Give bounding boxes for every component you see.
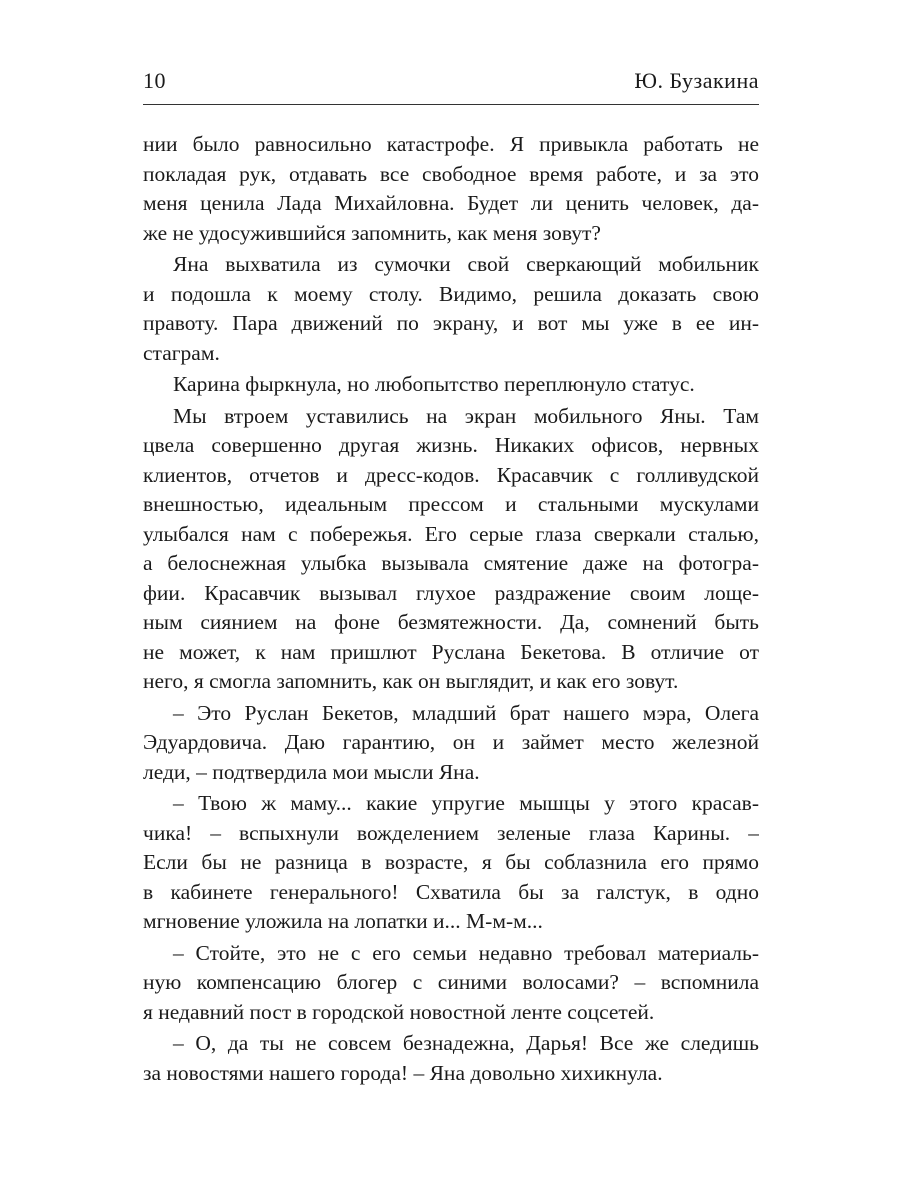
text-line: фии. Красавчик вызывал глухое раздражение своим лоще- xyxy=(143,580,759,605)
running-header xyxy=(143,64,759,102)
text-line: цвела совершенно другая жизнь. Никаких офисов, нервных xyxy=(143,433,759,457)
text-line: ную компенсацию блогер с синими волосами? – вспомнила xyxy=(143,970,759,994)
text-line: не может, к нам пришлют Руслана Бекетова. В отличие от xyxy=(143,639,759,664)
text-line: клиентов, отчетов и дресс-кодов. Красавчик с голливудской xyxy=(143,462,759,487)
text-line: я недавний пост в городской новостной ленте соцсетей. xyxy=(143,999,655,1024)
text-line: меня ценила Лада Михайловна. Будет ли ценить человек, да- xyxy=(143,191,759,215)
text-line: покладая рук, отдавать все свободное время работе, и за это xyxy=(143,161,759,186)
text-line: – Твою ж маму... какие упругие мышцы у этого красав- xyxy=(173,791,759,815)
text-line: леди, – подтвердила мои мысли Яна. xyxy=(143,759,480,784)
text-line: мгновение уложила на лопатки и... М-м-м... xyxy=(143,909,543,933)
text-line: него, я смогла запомнить, как он выглядит, и как его зовут. xyxy=(143,669,679,693)
book-page xyxy=(143,0,759,1200)
text-line: Карина фыркнула, но любопытство переплюнуло статус. xyxy=(173,372,695,396)
text-line: – Стойте, это не с его семьи недавно требовал материаль- xyxy=(173,940,759,965)
text-line: правоту. Пара движений по экрану, и вот мы уже в ее ин- xyxy=(143,311,759,335)
text-line: Если бы не разница в возрасте, я бы соблазнила его прямо xyxy=(143,850,759,874)
page-number: 10 xyxy=(143,68,166,93)
text-line: чика! – вспыхнули вожделением зеленые глаза Карины. – xyxy=(143,820,759,845)
text-line: нии было равносильно катастрофе. Я привыкла работать не xyxy=(143,132,759,156)
text-line: Эдуардовича. Даю гарантию, он и займет место железной xyxy=(143,730,759,754)
text-line: – Это Руслан Бекетов, младший брат нашего мэра, Олега xyxy=(173,700,759,725)
text-line: внешностью, идеальным прессом и стальными мускулами xyxy=(143,492,759,516)
text-line: ным сиянием на фоне безмятежности. Да, сомнений быть xyxy=(143,610,759,634)
text-line: а белоснежная улыбка вызывала смятение даже на фотогра- xyxy=(143,551,759,575)
text-line: за новостями нашего города! – Яна довольно хихикнула. xyxy=(143,1060,663,1085)
text-line: стаграм. xyxy=(143,340,220,365)
text-line: Яна выхватила из сумочки свой сверкающий мобильник xyxy=(173,252,759,276)
text-line: улыбался нам с побережья. Его серые глаза сверкали сталью, xyxy=(143,521,759,546)
text-line: же не удосужившийся запомнить, как меня зовут? xyxy=(143,220,601,245)
text-line: в кабинете генерального! Схватила бы за галстук, в одно xyxy=(143,879,759,904)
text-line: Мы втроем уставились на экран мобильного Яны. Там xyxy=(173,403,759,428)
header-divider xyxy=(143,104,759,105)
text-line: – О, да ты не совсем безнадежна, Дарья! Все же следишь xyxy=(173,1031,759,1055)
text-line: и подошла к моему столу. Видимо, решила доказать свою xyxy=(143,281,759,306)
body-text xyxy=(143,130,759,1088)
header-author: Ю. Бузакина xyxy=(634,68,759,93)
